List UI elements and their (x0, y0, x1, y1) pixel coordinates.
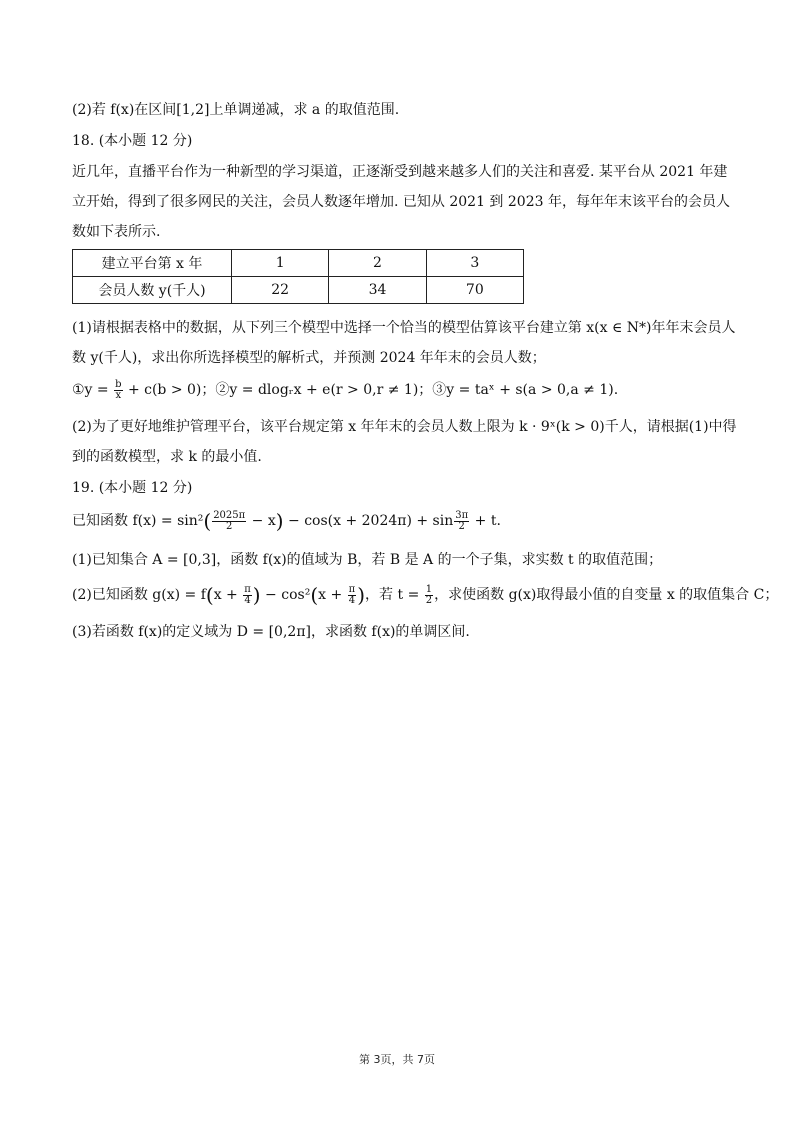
q19-def-mid: − x (247, 513, 276, 529)
q18-paragraph-line-1: 近几年，直播平台作为一种新型的学习渠道，正逐渐受到越来越多人们的关注和喜爱. 某平台从 2021 年建 (72, 164, 728, 180)
table-row (73, 277, 524, 304)
left-paren: ( (310, 583, 319, 607)
right-paren: ) (275, 509, 284, 533)
fraction-3pi-over-2 (454, 511, 469, 532)
fraction-denominator: 4 (348, 594, 356, 606)
q18-models (72, 376, 618, 404)
table-cell: 会员人数 y(千人) (73, 277, 232, 304)
right-paren: ) (357, 583, 366, 607)
q19-2-arg2: x + (318, 587, 347, 603)
q19-part2 (72, 580, 778, 610)
q19-2-cond: ，若 t = (365, 587, 424, 603)
q18-paragraph-line-2: 立开始，得到了很多网民的关注，会员人数逐年增加. 已知从 2021 到 2023 年，每年年末该平台的会员人 (72, 194, 730, 210)
page-footer: 第 3页，共 7页 (359, 1053, 435, 1066)
table-cell: 1 (232, 250, 329, 277)
q17-part2: (2)若 f(x)在区间[1,2]上单调递减，求 a 的取值范围. (72, 102, 400, 118)
model-1-prefix: ①y = (72, 382, 114, 398)
fraction-numerator: 2025π (213, 509, 246, 521)
fraction-denominator: 2 (226, 520, 233, 532)
fraction-numerator: π (244, 583, 251, 595)
q18-part1-line-1: (1)请根据表格中的数据，从下列三个模型中选择一个恰当的模型估算该平台建立第 x(x ∈ N*)年年末会员人 (72, 320, 736, 336)
table-cell: 2 (329, 250, 426, 277)
q19-def-mid2: − cos(x + 2024π) + sin (283, 513, 454, 529)
model-2: ②y = dlogᵣx + e(r > 0,r ≠ 1)； (215, 382, 433, 398)
left-paren: ( (205, 583, 214, 607)
q19-2-prefix: (2)已知函数 g(x) = f (72, 587, 206, 603)
fraction-b-over-x (114, 380, 122, 401)
fraction-one-half (425, 585, 433, 606)
q18-part2-line-2: 到的函数模型，求 k 的最小值. (72, 449, 262, 465)
fraction-pi-over-4 (243, 585, 252, 606)
model-1-suffix: + c(b > 0)； (123, 382, 216, 398)
fraction-numerator: b (115, 378, 122, 390)
q18-paragraph-line-3: 数如下表所示. (72, 224, 161, 240)
q18-part2-line-1: (2)为了更好地维护管理平台，该平台规定第 x 年年末的会员人数上限为 k · 9ˣ(k > 0)千人，请根据(1)中得 (72, 419, 737, 435)
q19-2-mid: − cos² (260, 587, 311, 603)
fraction-denominator: 4 (244, 594, 251, 606)
fraction-denominator: x (115, 389, 122, 401)
q18-part1-line-2: 数 y(千人)，求出你所选择模型的解析式，并预测 2024 年年末的会员人数； (72, 350, 546, 366)
q18-header: 18. (本小题 12 分) (72, 133, 193, 149)
q19-def-prefix: 已知函数 f(x) = sin² (72, 513, 204, 529)
q19-def-suffix: + t. (470, 513, 501, 529)
right-paren: ) (252, 583, 261, 607)
left-paren: ( (203, 509, 212, 533)
fraction-denominator: 2 (425, 594, 433, 606)
q19-part3: (3)若函数 f(x)的定义域为 D = [0,2π]，求函数 f(x)的单调区间. (72, 624, 470, 640)
fraction-denominator: 2 (458, 520, 465, 532)
table-cell: 34 (329, 277, 426, 304)
table-row (73, 250, 524, 277)
q19-definition (72, 506, 501, 536)
table-cell: 3 (426, 250, 523, 277)
document-page (72, 0, 779, 1124)
membership-table (72, 249, 524, 304)
q19-part1: (1)已知集合 A = [0,3]，函数 f(x)的值域为 B，若 B 是 A 的一个子集，求实数 t 的取值范围； (72, 552, 663, 568)
table-cell: 建立平台第 x 年 (73, 250, 232, 277)
fraction-numerator: π (348, 583, 356, 595)
q19-2-arg1: x + (213, 587, 243, 603)
fraction-numerator: 1 (425, 583, 433, 595)
q19-2-suffix: ，求使函数 g(x)取得最小值的自变量 x 的取值集合 C； (434, 587, 779, 603)
table-cell: 70 (426, 277, 523, 304)
fraction-numerator: 3π (455, 509, 469, 521)
fraction-2025pi-over-2 (212, 511, 246, 532)
fraction-pi-over-4 (348, 585, 357, 606)
table-cell: 22 (232, 277, 329, 304)
q19-header: 19. (本小题 12 分) (72, 480, 193, 496)
model-3: ③y = taˣ + s(a > 0,a ≠ 1). (432, 382, 619, 398)
